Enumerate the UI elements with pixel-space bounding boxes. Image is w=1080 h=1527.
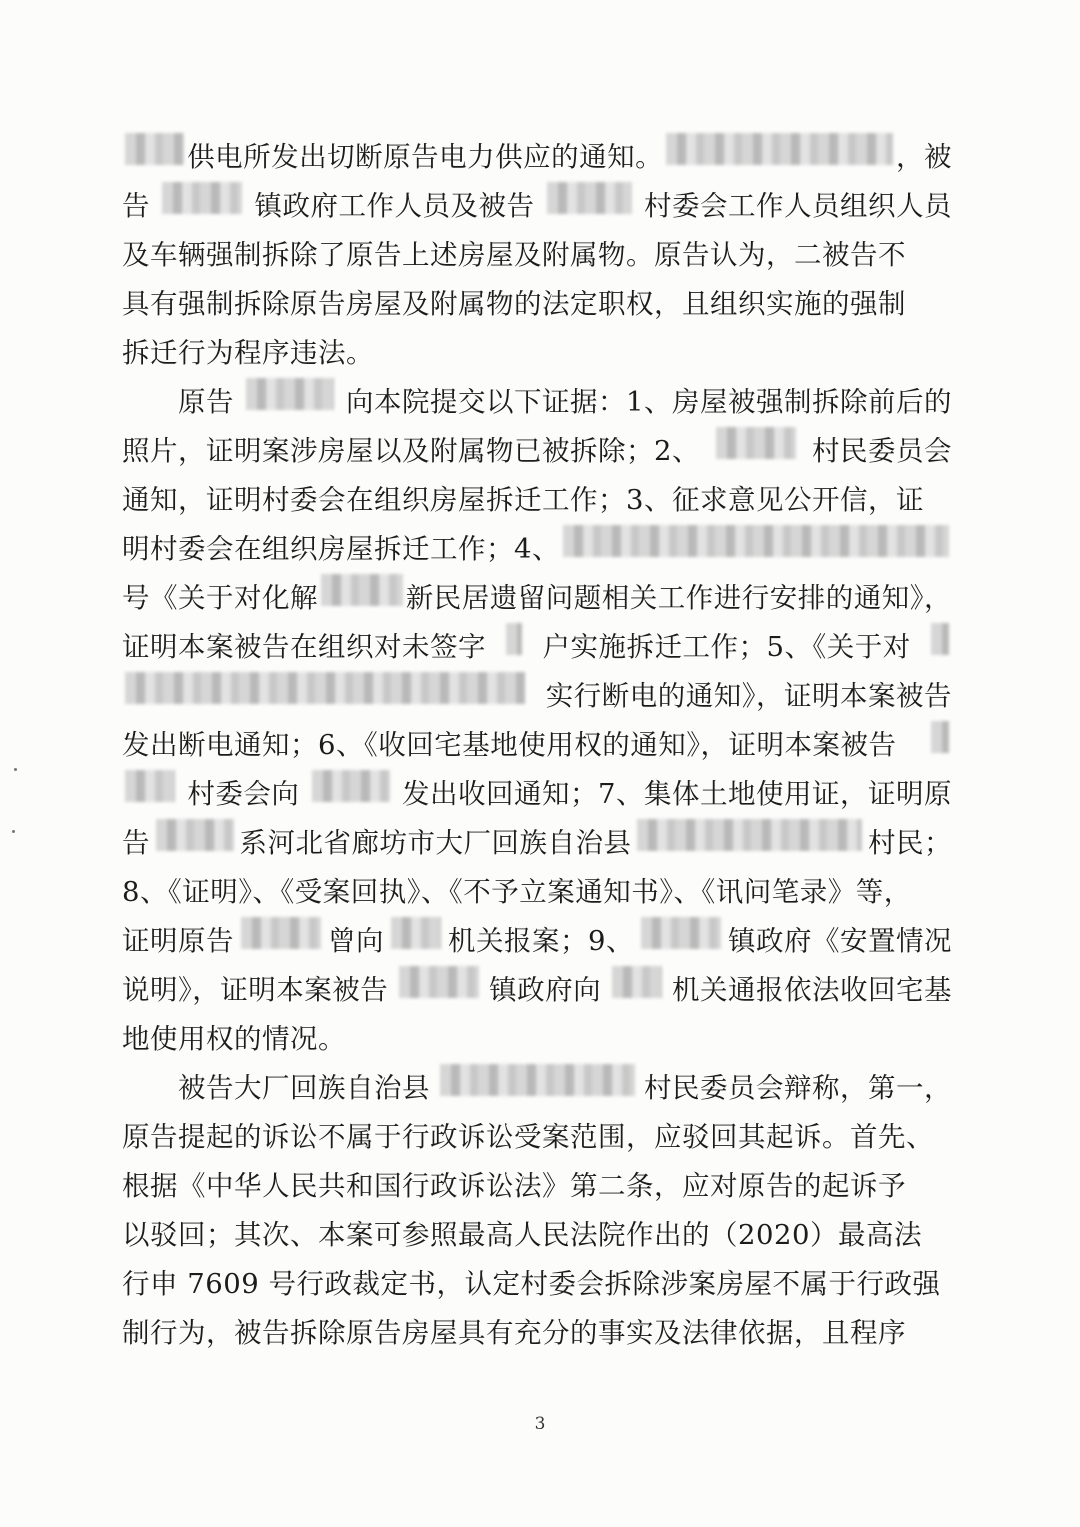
body-text: [122, 133, 952, 1358]
text-segment: 曾向: [328, 925, 384, 957]
text-line: [122, 868, 952, 917]
text-line: [122, 623, 952, 672]
text-segment: 镇政府向: [489, 974, 602, 1006]
text-segment: 机关通报依法收回宅基: [672, 974, 952, 1006]
redaction-block: [547, 182, 632, 214]
redaction-block: [931, 721, 949, 753]
redaction-block: [246, 378, 334, 410]
text-segment: 地使用权的情况。: [122, 1023, 346, 1055]
text-line: [122, 133, 952, 182]
redaction-block: [931, 623, 949, 655]
text-segment: 实行断电的通知》，证明本案被告: [545, 680, 952, 712]
redaction-block: [391, 917, 441, 949]
text-segment: 8、《证明》、《受案回执》、《不予立案通知书》、《讯问笔录》等，: [122, 876, 912, 908]
text-segment: 机关报案；9、: [448, 925, 634, 957]
text-segment: 村委会工作人员组织人员: [644, 190, 952, 222]
redaction-block: [156, 819, 234, 851]
text-segment: 拆迁行为程序违法。: [122, 337, 374, 369]
text-segment: 发出断电通知；6、《收回宅基地使用权的通知》，证明本案被告: [122, 729, 897, 761]
text-segment: 证明本案被告在组织对未签字: [122, 631, 486, 663]
text-segment: 及车辆强制拆除了原告上述房屋及附属物。原告认为，二被告不: [122, 239, 906, 271]
text-segment: 供电所发出切断原告电力供应的通知。: [187, 141, 664, 173]
redaction-block: [637, 819, 862, 851]
text-line: [122, 1162, 952, 1211]
text-segment: 新民居遗留问题相关工作进行安排的通知》，: [405, 582, 952, 614]
text-line: [122, 574, 952, 623]
text-segment: 村民；: [868, 827, 952, 859]
text-segment: 通知，证明村委会在组织房屋拆迁工作；3、征求意见公开信，证: [122, 484, 924, 516]
redaction-block: [125, 133, 184, 165]
text-line: [122, 721, 952, 770]
text-segment: 原告: [178, 386, 234, 418]
text-line: [122, 476, 952, 525]
text-line: [122, 770, 952, 819]
text-segment: 村委会向: [187, 778, 300, 810]
text-segment: 根据《中华人民共和国行政诉讼法》第二条，应对原告的起诉予: [122, 1170, 906, 1202]
text-line: [122, 1211, 952, 1260]
text-segment: 系河北省廊坊市大厂回族自治县: [239, 827, 632, 859]
text-line: [122, 1309, 952, 1358]
redaction-block: [641, 917, 721, 949]
redaction-block: [321, 574, 403, 606]
text-segment: 证明原告: [122, 925, 234, 957]
text-line: [122, 1064, 952, 1113]
text-segment: 村民委员会辩称，第一，: [644, 1072, 952, 1104]
text-line: [122, 231, 952, 280]
text-line: [122, 917, 952, 966]
text-segment: 告: [122, 827, 150, 859]
text-line: [122, 182, 952, 231]
text-segment: 户实施拆迁工作；5、《关于对: [542, 631, 911, 663]
text-line: [122, 427, 952, 476]
text-line: [122, 819, 952, 868]
text-segment: 号《关于对化解: [122, 582, 318, 614]
text-line: [122, 1015, 952, 1064]
text-segment: 镇政府《安置情况: [728, 925, 952, 957]
text-line: [122, 525, 952, 574]
text-segment: 行申 7609 号行政裁定书，认定村委会拆除涉案房屋不属于行政强: [122, 1268, 941, 1300]
redaction-block: [440, 1064, 635, 1096]
redaction-block: [399, 966, 479, 998]
redaction-block: [506, 623, 522, 655]
text-segment: 以驳回；其次、本案可参照最高人民法院作出的（2020）最高法: [122, 1219, 922, 1251]
redaction-block: [312, 770, 390, 802]
text-segment: 照片，证明案涉房屋以及附属物已被拆除；2、: [122, 435, 700, 467]
text-segment: 明村委会在组织房屋拆迁工作；4、: [122, 533, 560, 565]
redaction-block: [162, 182, 242, 214]
text-segment: 被告大厂回族自治县: [178, 1072, 430, 1104]
text-segment: 具有强制拆除原告房屋及附属物的法定职权，且组织实施的强制: [122, 288, 906, 320]
text-line: [122, 1260, 952, 1309]
redaction-block: [241, 917, 321, 949]
redaction-block: [563, 525, 949, 557]
page-number: 3: [534, 1414, 546, 1434]
text-line: [122, 1113, 952, 1162]
text-line: [122, 966, 952, 1015]
text-segment: 告: [122, 190, 150, 222]
text-line: [122, 280, 952, 329]
text-segment: ，被: [896, 141, 952, 173]
text-segment: 说明》，证明本案被告: [122, 974, 389, 1006]
scan-speck: [12, 830, 15, 833]
redaction-block: [125, 672, 525, 704]
text-line: [122, 378, 952, 427]
text-line: [122, 672, 952, 721]
redaction-block: [612, 966, 662, 998]
text-segment: 原告提起的诉讼不属于行政诉讼受案范围，应驳回其起诉。首先、: [122, 1121, 934, 1153]
text-segment: 镇政府工作人员及被告: [254, 190, 535, 222]
scan-speck: [14, 768, 17, 771]
text-segment: 制行为，被告拆除原告房屋具有充分的事实及法律依据，且程序: [122, 1317, 906, 1349]
text-segment: 发出收回通知；7、集体土地使用证，证明原: [401, 778, 952, 810]
redaction-block: [716, 427, 796, 459]
text-line: [122, 329, 952, 378]
text-segment: 村民委员会: [812, 435, 952, 467]
text-segment: 向本院提交以下证据：1、房屋被强制拆除前后的: [346, 386, 952, 418]
redaction-block: [125, 770, 175, 802]
redaction-block: [666, 133, 893, 165]
